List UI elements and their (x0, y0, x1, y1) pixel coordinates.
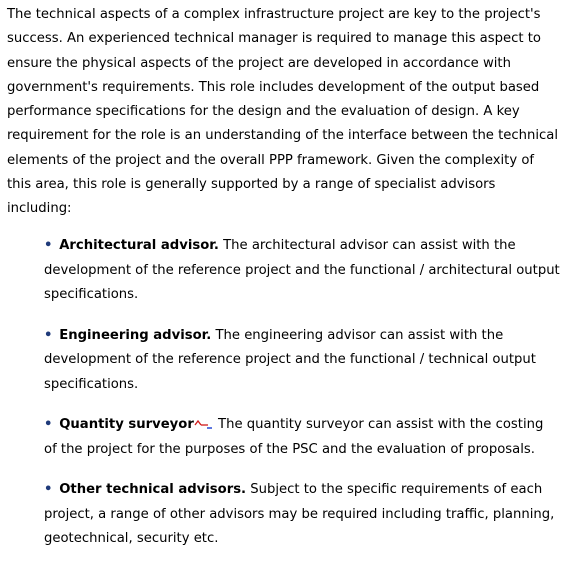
advisor-list (44, 234, 560, 568)
bullet-body: Subject to the specific requirements of each project, a range of other advisors may be required including traffic, planning, geotechnical, security etc. (44, 482, 555, 546)
list-item-quantity-surveyor (44, 413, 560, 462)
list-item-other-technical-advisors (44, 478, 560, 552)
bullet-heading: Architectural advisor. (59, 238, 219, 253)
bullet-dot-icon: • (44, 327, 53, 343)
bullet-dot-icon: • (44, 417, 53, 432)
bullet-dot-icon: • (44, 482, 53, 497)
list-item-architectural-advisor (44, 234, 560, 308)
bullet-body: The engineering advisor can assist with the development of the reference project and the functional / technical output specifications. (44, 327, 536, 392)
bullet-heading: Quantity surveyor (59, 417, 194, 432)
bullet-body: The architectural advisor can assist with the development of the reference project and the functional / architectural output specifications. (44, 238, 560, 302)
bullet-heading: Engineering advisor. (59, 327, 212, 343)
list-item-engineering-advisor (44, 324, 560, 398)
bullet-body: The quantity surveyor can assist with the costing of the project for the purposes of the PSC and the evaluation of proposals. (44, 417, 544, 457)
bullet-heading: Other technical advisors. (59, 482, 247, 497)
intro-paragraph: The technical aspects of a complex infrastructure project are key to the project's success. An experienced technical manager is required to manage this aspect to ensure the physical aspects of the project are developed in accordance with government's requirements. This role includes development of the output based performance specifications for the design and the evaluation of design. A key requirement for the role is an understanding of the interface between the technical elements of the project and the overall PPP framework. Given the complexity of this area, this role is generally supported by a range of specialist advisors including: (7, 7, 559, 217)
bullet-dot-icon: • (44, 238, 53, 253)
tracked-change-mark-icon (194, 419, 214, 429)
